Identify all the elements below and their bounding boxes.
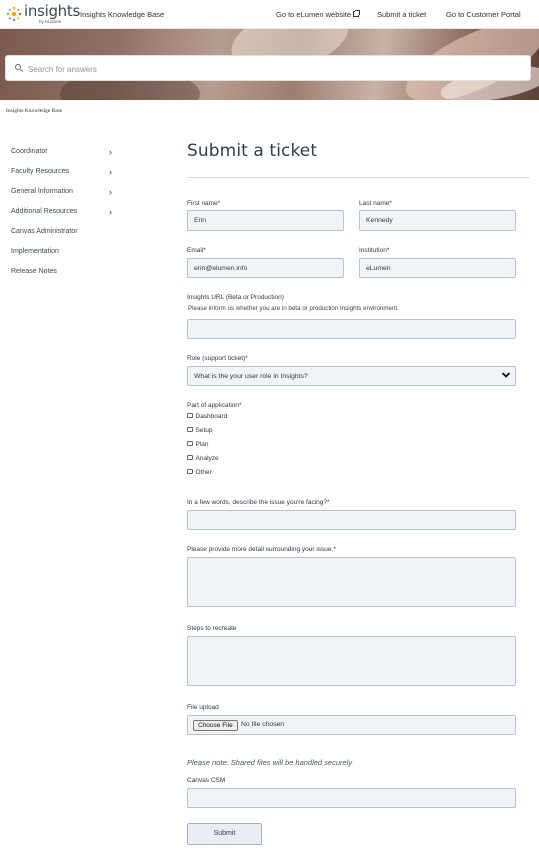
checkbox-label: Analyze <box>195 455 219 462</box>
logo-wordmark: insights <box>24 2 80 20</box>
sidebar-item-label: Coordinator <box>11 148 48 155</box>
sidebar-item-coordinator[interactable] <box>11 142 121 162</box>
sidebar-item-label: Implementation <box>11 248 59 255</box>
issue-summary-label: In a few words, describe the issue you're facing?* <box>187 499 330 506</box>
checkbox-dashboard[interactable] <box>187 413 227 423</box>
sidebar-item-general-information[interactable] <box>11 182 121 202</box>
checkbox-label: Setup <box>195 427 213 434</box>
page-title: Submit a ticket <box>187 141 318 161</box>
first-name-label: First name* <box>187 200 221 207</box>
search-box[interactable] <box>5 55 531 81</box>
submit-ticket-link[interactable]: Submit a ticket <box>377 10 427 19</box>
search-icon <box>15 64 21 70</box>
issue-detail-label: Please provide more detail surrounding your issue.* <box>187 546 336 553</box>
checkbox-analyze[interactable] <box>187 455 219 465</box>
chevron-right-icon: › <box>109 147 112 157</box>
knowledge-base-title[interactable]: Insights Knowledge Base <box>80 10 165 19</box>
part-of-application-label: Part of application* <box>187 402 242 409</box>
sidebar-item-label: Canvas Administrator <box>11 228 78 235</box>
sidebar-item-label: Additional Resources <box>11 208 78 215</box>
elumen-website-label: Go to eLumen website <box>276 10 352 19</box>
last-name-label: Last name* <box>359 200 392 207</box>
checkbox-label: Dashboard <box>195 413 228 420</box>
insights-url-field[interactable] <box>187 319 516 339</box>
insights-logo[interactable] <box>6 2 80 26</box>
email-label: Email* <box>187 247 206 254</box>
customer-portal-link[interactable]: Go to Customer Portal <box>446 10 521 19</box>
sidebar-item-label: Faculty Resources <box>11 168 69 175</box>
file-upload-field[interactable] <box>187 715 516 735</box>
last-name-field[interactable]: Kennedy <box>359 210 516 231</box>
sidebar-item-additional-resources[interactable] <box>11 202 121 222</box>
first-name-field[interactable]: Erin <box>187 210 344 231</box>
sidebar-item-faculty-resources[interactable] <box>11 162 121 182</box>
steps-textarea[interactable] <box>187 636 516 686</box>
checkbox-label: Other <box>195 469 212 476</box>
elumen-website-link[interactable] <box>276 10 359 19</box>
insights-url-hint: Please inform us whether you are in beta or production Insights environment. <box>188 305 399 312</box>
file-status-text: No file chosen <box>241 721 285 728</box>
issue-detail-textarea[interactable] <box>187 557 516 607</box>
logo-subtitle: by eLumen <box>39 19 62 24</box>
sidebar-item-label: Release Notes <box>11 268 57 275</box>
logo-burst-icon <box>6 6 22 22</box>
top-header <box>0 0 539 29</box>
checkbox-plan[interactable] <box>187 441 209 451</box>
chevron-right-icon: › <box>109 167 112 177</box>
submit-button[interactable]: Submit <box>187 823 262 845</box>
secure-files-note: Please note: Shared files will be handled securely <box>187 758 353 767</box>
role-label: Role (support ticket)* <box>187 355 248 362</box>
title-divider <box>187 177 530 178</box>
sidebar <box>11 142 121 282</box>
sidebar-item-release-notes[interactable] <box>11 262 121 282</box>
file-upload-label: File upload <box>187 704 219 711</box>
insights-url-label: Insights URL (Beta or Production) <box>187 294 284 301</box>
checkbox-label: Plan <box>195 441 209 448</box>
external-link-icon <box>353 11 359 17</box>
sidebar-item-implementation[interactable] <box>11 242 121 262</box>
chevron-right-icon: › <box>109 187 112 197</box>
institution-field[interactable]: eLumen <box>359 258 516 278</box>
checkbox-box[interactable] <box>187 455 193 461</box>
institution-label: Institution* <box>359 247 390 254</box>
breadcrumb[interactable]: Insights Knowledge Base <box>6 108 63 114</box>
checkbox-box[interactable] <box>187 441 193 447</box>
email-field[interactable]: erin@elumen.info <box>187 258 344 278</box>
role-select[interactable] <box>187 366 516 386</box>
sidebar-item-canvas-administrator[interactable] <box>11 222 121 242</box>
chevron-down-icon <box>501 370 511 380</box>
checkbox-setup[interactable] <box>187 427 213 437</box>
checkbox-box[interactable] <box>187 413 193 419</box>
issue-summary-field[interactable] <box>187 510 516 530</box>
canvas-csm-field[interactable] <box>187 788 516 808</box>
canvas-csm-label: Canvas CSM <box>187 777 226 784</box>
steps-label: Steps to recreate <box>187 625 237 632</box>
sidebar-item-label: General Information <box>11 188 73 195</box>
choose-file-button[interactable]: Choose File <box>193 720 238 731</box>
role-select-value: What is the your user role in Insights? <box>194 372 308 380</box>
checkbox-box[interactable] <box>187 427 193 433</box>
checkbox-box[interactable] <box>187 469 193 475</box>
search-input[interactable] <box>28 62 508 76</box>
checkbox-other[interactable] <box>187 469 212 479</box>
chevron-right-icon: › <box>109 207 112 217</box>
